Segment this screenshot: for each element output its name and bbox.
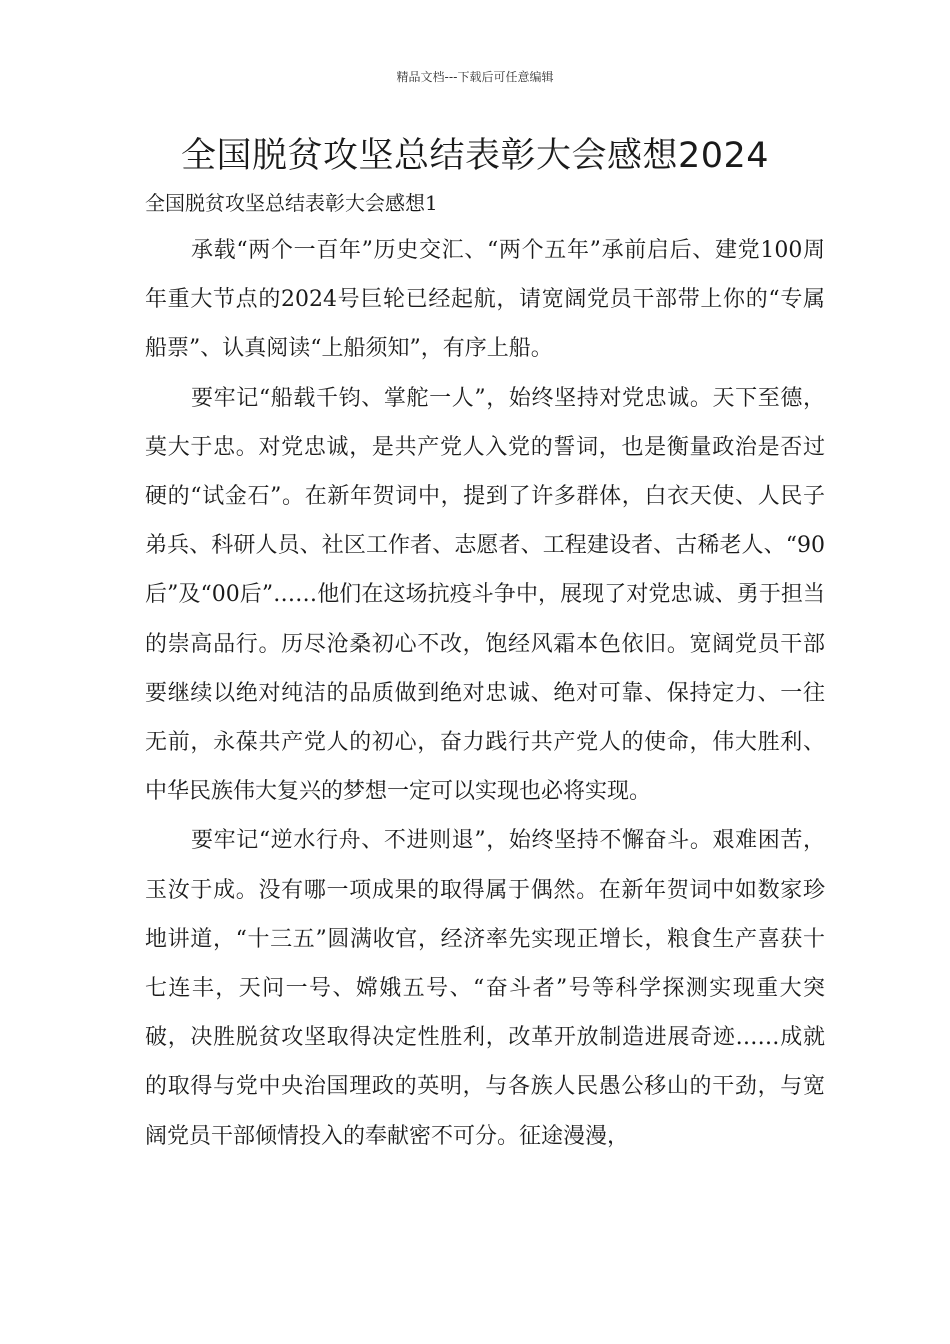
paragraph-1: 承载“两个一百年”历史交汇、“两个五年”承前启后、建党100周年重大节点的2024号巨轮已经起航，请宽阔党员干部带上你的“专属船票”、认真阅读“上船须知”，有序上船。 — [145, 238, 825, 362]
paragraph-2: 要牢记“船载千钧、掌舵一人”，始终坚持对党忠诚。天下至德，莫大于忠。对党忠诚，是共产党人入党的誓词，也是衡量政治是否过硬的“试金石”。在新年贺词中，提到了许多群体，白衣天使、人民子弟兵、科研人员、社区工作者、志愿者、工程建设者、古稀老人、“90后”及“00后”……他们在这场抗疫斗争中，展现了对党忠诚、勇于担当的崇高品行。历尽沧桑初心不改，饱经风霜本色依旧。宽阔党员干部要继续以绝对纯洁的品质做到绝对忠诚、绝对可靠、保持定力、一往无前，永葆共产党人的初心，奋力践行共产党人的使命，伟大胜利、中华民族伟大复兴的梦想一定可以实现也必将实现。 — [145, 385, 825, 805]
paragraph-3: 要牢记“逆水行舟、不进则退”，始终坚持不懈奋斗。艰难困苦，玉汝于成。没有哪一项成果的取得属于偶然。在新年贺词中如数家珍地讲道，“十三五”圆满收官，经济率先实现正增长，粮食生产喜获十七连丰，天问一号、嫦娥五号、“奋斗者”号等科学探测实现重大突破，决胜脱贫攻坚取得决定性胜利，改革开放制造进展奇迹……成就的取得与党中央治国理政的英明，与各族人民愚公移山的干劲，与宽阔党员干部倾情投入的奉献密不可分。征途漫漫， — [145, 828, 825, 1149]
header-note: 精品文档---下载后可任意编辑 — [396, 70, 554, 84]
document-subtitle: 全国脱贫攻坚总结表彰大会感想1 — [145, 191, 438, 215]
document-body — [145, 226, 825, 1161]
document-title: 全国脱贫攻坚总结表彰大会感想2024 — [180, 136, 770, 176]
